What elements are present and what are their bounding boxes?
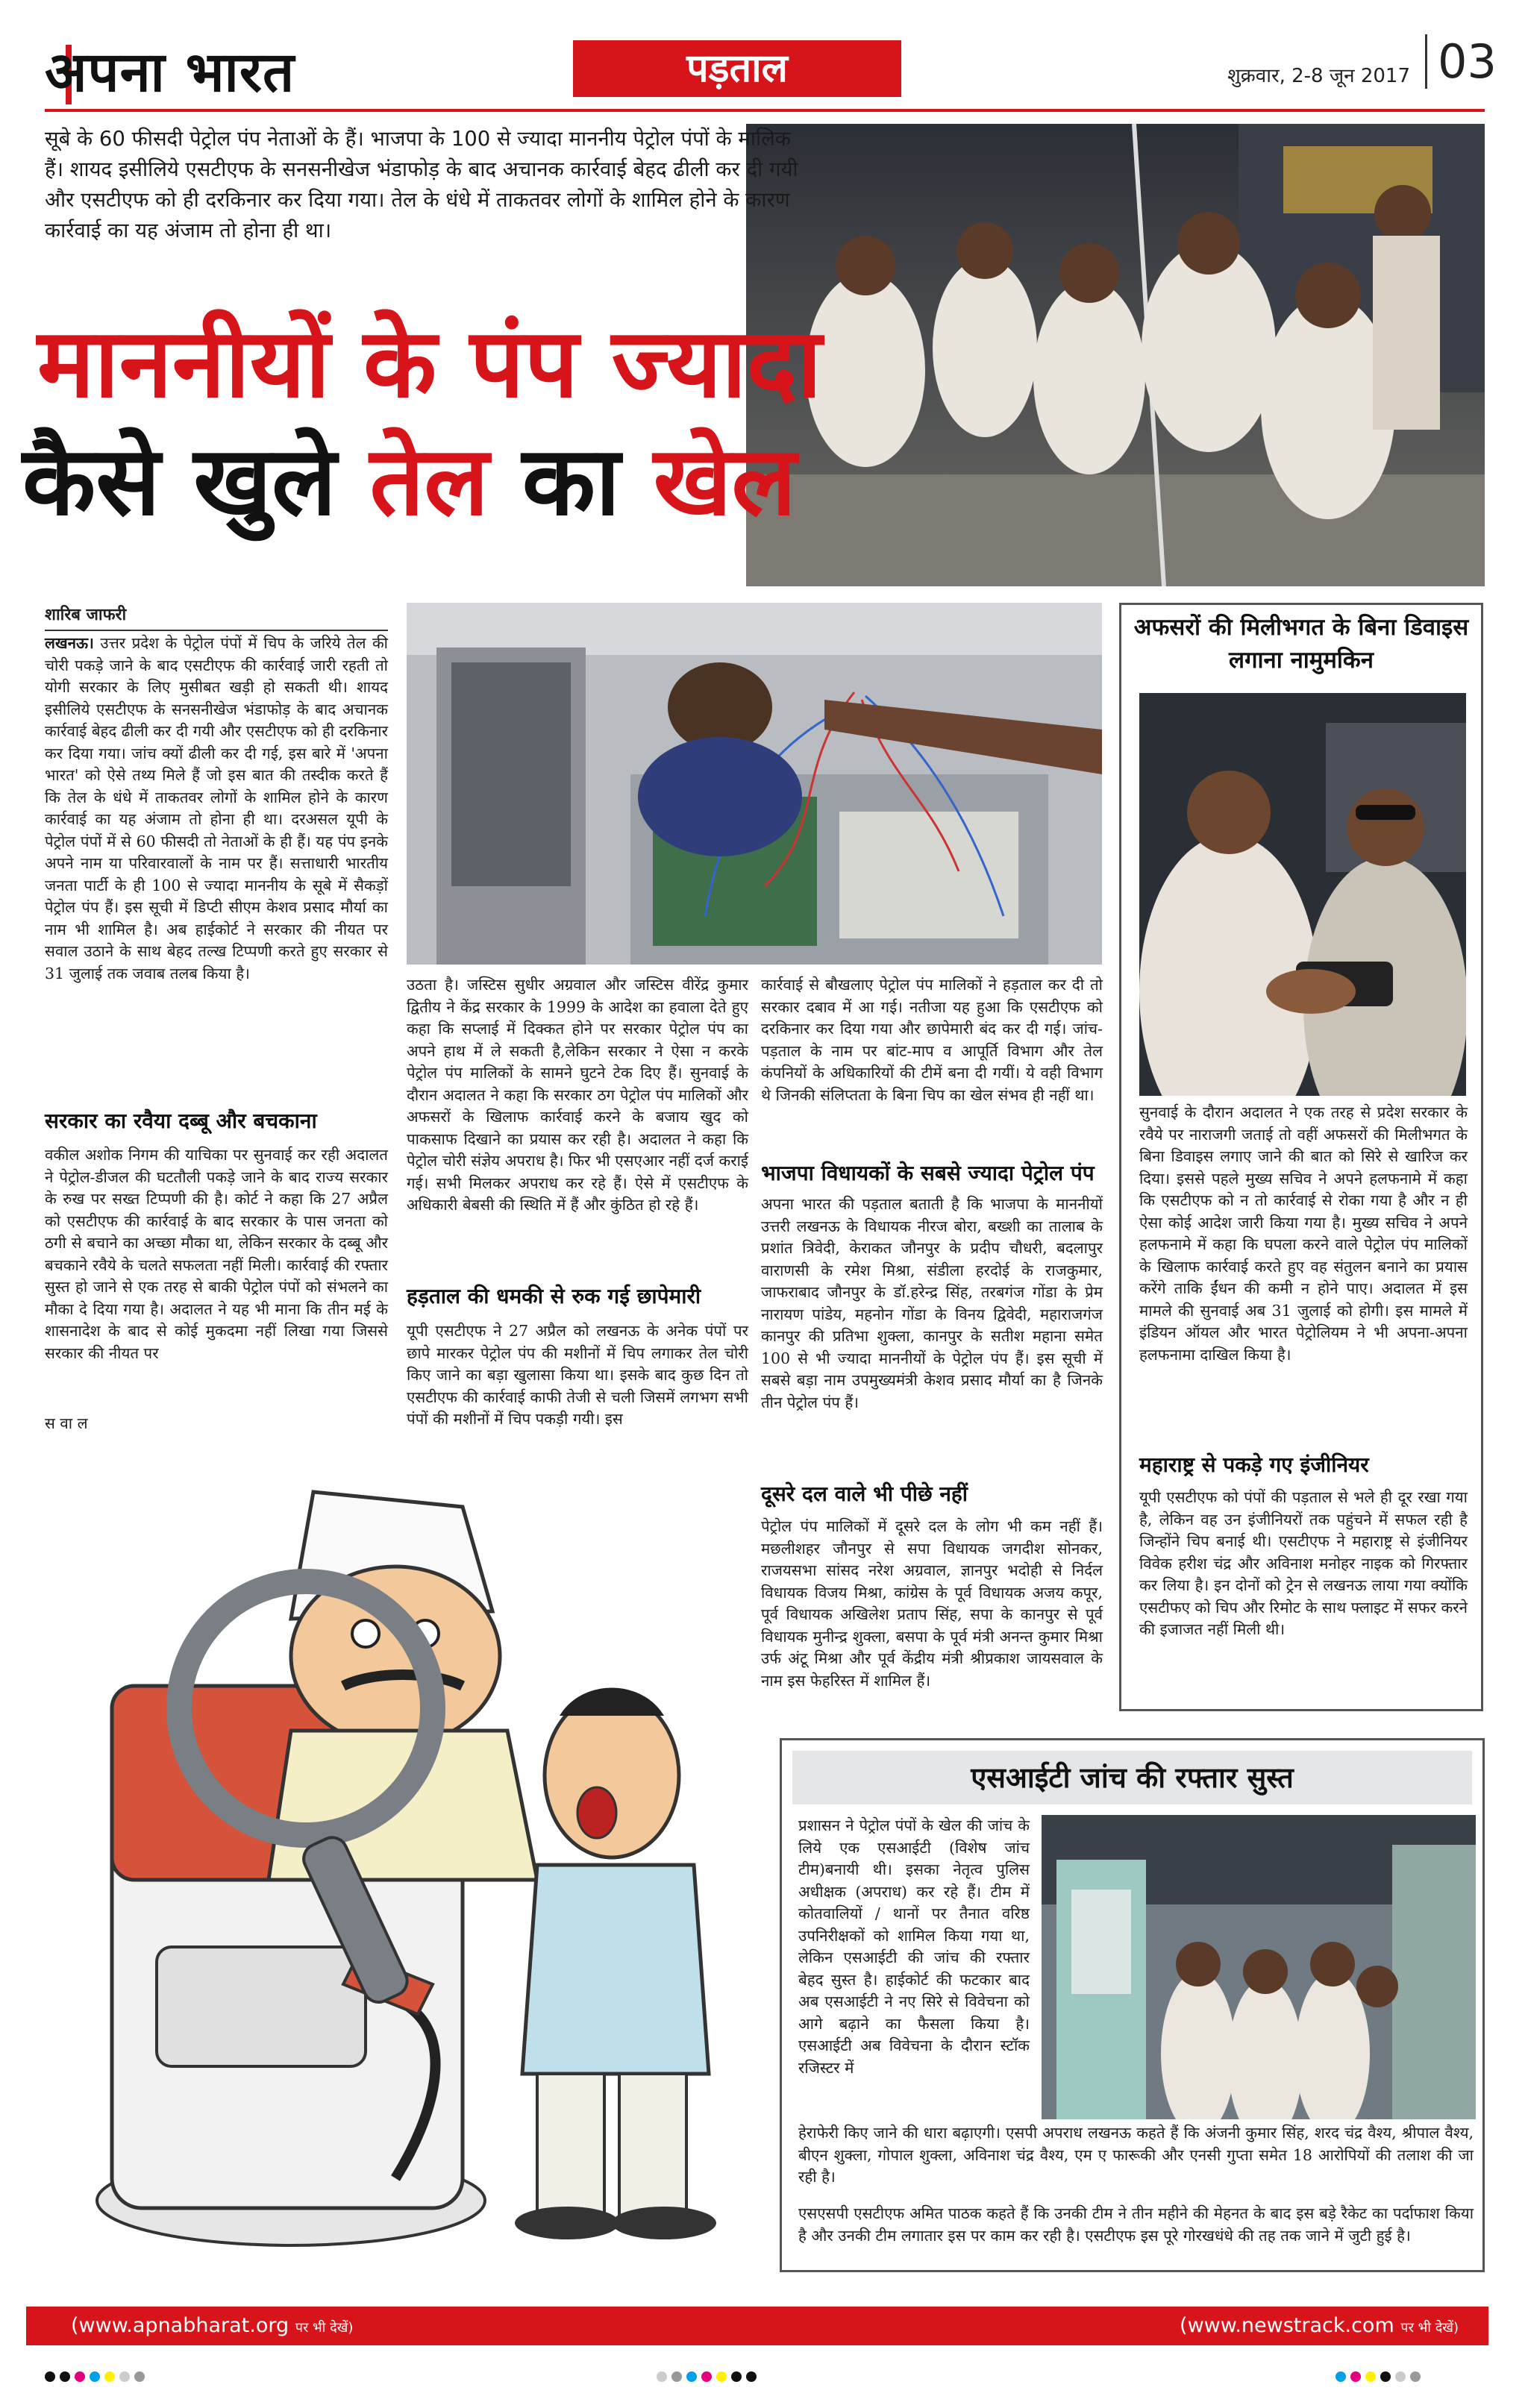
- section-tag: पड़ताल: [573, 40, 901, 97]
- registration-marks: [45, 2371, 239, 2393]
- headline-part: ज्यादा: [611, 308, 822, 419]
- article-paragraph: अपना भारत की पड़ताल बताती है कि भाजपा के माननीयों उत्तरी लखनऊ के विधायक नीरज बोरा, बख्शी का तालाब के प्रशांत त्रिवेदी, केराकत जौनपुर के प्रदीप चौधरी, बदलापुर वाराणसी के रमेश मिश्रा, संडीला हरदोई के राजकुमार, जाफराबाद जौनपुर के डॉ.हरेन्द्र सिंह, तरबगंज गोंडा के प्रेम नारायण पांडेय, महनोन गोंडा के विनय द्विवेदी, महाराजगंज कानपुर की प्रतिभा शुक्ला, कानपुर के सतीश महाना समेत 100 से भी ज्यादा माननीयों के पेट्रोल पंप हैं। इस सूची में सबसे बड़ा नाम उपमुख्यमंत्री केशव प्रसाद मौर्या का है जिनके तीन पेट्रोल पंप हैं।: [761, 1195, 1103, 1411]
- officials-inspecting-pump-photo: [746, 124, 1485, 586]
- registration-dot: [1395, 2371, 1406, 2382]
- subheading: भाजपा विधायकों के सबसे ज्यादा पेट्रोल पंप: [761, 1161, 1095, 1185]
- sit-paragraph: प्रशासन ने पेट्रोल पंपों के खेल की जांच के लिये एक एसआईटी (विशेष जांच टीम)बनायी थी। इसका नेतृत्व पुलिस अधीक्षक (अपराध) कर रहे हैं। टीम में कोतवालियों / थानों पर तैनात वरिष्ठ उपनिरीक्षकों को शामिल किया गया था, लेकिन एसआईटी की जांच की रफ्तार बेहद सुस्त है। हाईकोर्ट की फटकार बाद अब एसआईटी ने नए सिरे से विवेचना को आगे बढ़ाने का फैसला किया है। एसआईटी अब विवेचना के दौरान स्टॉक रजिस्टर में: [798, 1816, 1030, 2077]
- hero-photo: [746, 124, 1485, 586]
- masthead-rule: [45, 109, 1485, 112]
- sidebar-subheading: महाराष्ट्र से पकड़े गए इंजीनियर: [1139, 1452, 1369, 1477]
- officials-holding-chips-photo: [1139, 693, 1466, 1096]
- article-paragraph: यूपी एसटीएफ ने 27 अप्रैल को लखनऊ के अनेक पंपों पर छापे मारकर पेट्रोल पंप की मशीनों में चिप लगाकर तेल चोरी किए जाने का बड़ा खुलासा किया था। इसके बाद कुछ दिन तो एसटीएफ की कार्रवाई काफी तेजी से चली जिसमें लगभग सभी पंपों की मशीनों में चिप पकड़ी गयी। इस: [407, 1322, 748, 1428]
- registration-dot: [45, 2371, 55, 2382]
- center-photo: [407, 603, 1102, 965]
- registration-dot: [104, 2371, 115, 2382]
- registration-dot: [1365, 2371, 1376, 2382]
- article-paragraph: स वा ल: [45, 1414, 88, 1432]
- registration-dot: [657, 2371, 667, 2382]
- registration-dot: [60, 2371, 70, 2382]
- registration-dot: [1410, 2371, 1421, 2382]
- registration-dot: [119, 2371, 130, 2382]
- sit-paragraph: हेराफेरी किए जाने की धारा बढ़ाएगी। एसपी अपराध लखनऊ कहते हैं कि अंजनी कुमार सिंह, शरद चंद्र वैश्य, श्रीपाल वैश्य, बीएन शुक्ला, गोपाल शुक्ला, अविनाश चंद्र वैश्य, एम ए फारूकी और एनसी गुप्ता समेत 18 आरोपियों की तलाश की जा रही है।: [798, 2124, 1474, 2186]
- footer-url[interactable]: (www.newstrack.com: [1180, 2314, 1394, 2337]
- petrol-station-inspection-photo: [1042, 1815, 1476, 2119]
- subheading: दूसरे दल वाले भी पीछे नहीं: [761, 1482, 968, 1506]
- publication-date: शुक्रवार, 2-8 जून 2017: [1227, 65, 1410, 87]
- footer-bar: [26, 2307, 1488, 2345]
- registration-dot: [1350, 2371, 1361, 2382]
- sidebar-photo: [1139, 693, 1466, 1096]
- sidebar-paragraph: सुनवाई के दौरान अदालत ने एक तरह से प्रदेश सरकार के रवैये पर नाराजगी जताई तो वहीं अफसरों की मिलीभगत के बिना डिवाइस लगाए जाने की बात को सिरे से खारिज कर दिया। इससे पहले मुख्य सचिव ने अपने हलफनामे में कहा कि एसटीएफ को न तो कार्रवाई से रोका गया है और न ही ऐसा कोई आदेश जारी किया गया है। मुख्य सचिव ने अपने हलफनामे में कहा कि घपला करने वाले पेट्रोल पंप मालिकों के खिलाफ कार्रवाई करते हुए वह संतुलन बनाने का प्रयास करेंगे ताकि ईंधन की कमी न होने पाए। अदालत में इस मामले की सुनवाई अब 31 जुलाई को होगी। इस मामले में इंडियन ऑयल और भारत पेट्रोलियम ने भी अपना-अपना हलफनामा दाखिल किया है।: [1139, 1103, 1468, 1364]
- fuel-dispenser-wiring-photo: [407, 603, 1102, 965]
- headline-line-1: [37, 308, 822, 419]
- headline-part: माननीयों के पंप: [37, 308, 579, 419]
- page-number: 03: [1425, 34, 1485, 89]
- magnifier-petrol-pump-cartoon: [45, 1462, 761, 2268]
- registration-dot: [75, 2371, 85, 2382]
- article-text: उत्तर प्रदेश के पेट्रोल पंपों में चिप के जरिये तेल की चोरी पकड़े जाने के बाद एसटीएफ की कार्रवाई जारी रहती तो योगी सरकार के लिए मुसीबत खड़ी हो सकती थी। शायद इसीलिये एसटीएफ के सनसनीखेज भंडाफोड़ के बाद अचानक कार्रवाई बेहद ढीली कर दी गयी और एसटीएफ को ही दरकिनार कर दिया गया। जांच क्यों ढीली कर दी गई, इस बारे में 'अपना भारत' को ऐसे तथ्य मिले हैं जो इस बात की तस्दीक करते हैं कि तेल के धंधे में ताकतवर लोगों के शामिल होने के कारण कार्रवाई का यह अंजाम तो होना ही था। दरअसल यूपी के पेट्रोल पंपों में से 60 फीसदी तो नेताओं के ही हैं। यह पंप इनके अपने नाम या परिवारवालों के नाम पर हैं। सत्ताधारी भारतीय जनता पार्टी के ही 100 से ज्यादा माननीय के सूबे में सैकड़ों पेट्रोल पंप हैं। इस सूची में डिप्टी सीएम केशव प्रसाद मौर्या का नाम भी शामिल है। अब हाईकोर्ट ने सरकार की नीयत पर सवाल उठाने के साथ बेहद तल्ख टिप्पणी करते हुए सरकार से 31 जुलाई तक जवाब तलब किया है।: [45, 634, 388, 982]
- footer-link-apnabharat[interactable]: [71, 2307, 353, 2348]
- registration-dot: [746, 2371, 757, 2382]
- registration-dot: [671, 2371, 682, 2382]
- registration-marks: [657, 2371, 880, 2393]
- headline-part: का: [522, 426, 621, 537]
- article-paragraph: [45, 633, 388, 985]
- headline-part: कैसे खुले: [22, 426, 336, 537]
- cartoon-illustration: [45, 1462, 761, 2268]
- sit-box: [780, 1738, 1485, 2272]
- sit-photo: [1042, 1815, 1476, 2119]
- dateline: लखनऊ।: [45, 634, 94, 652]
- registration-marks: [1336, 2371, 1500, 2393]
- sidebar-title: अफसरों की मिलीभगत के बिना डिवाइस लगाना नामुमकिन: [1133, 614, 1469, 674]
- sit-title-bar: [792, 1751, 1472, 1805]
- article-paragraph: कार्रवाई से बौखलाए पेट्रोल पंप मालिकों ने हड़ताल कर दी तो सरकार दबाव में आ गई। नतीजा यह हुआ कि एसटीएफ को दरकिनार कर दिया गया और छापेमारी बंद कर दी गई। जांच-पड़ताल के नाम पर बांट-माप व आपूर्ति विभाग और तेल कंपनियों के अधिकारियों की टीमें बना दी गयीं। ये वही विभाग थे जिनकी संलिप्तता के बिना चिप का खेल संभव ही नहीं था।: [761, 976, 1103, 1104]
- masthead: [45, 31, 1497, 113]
- registration-dot: [90, 2371, 100, 2382]
- article-paragraph: वकील अशोक निगम की याचिका पर सुनवाई कर रही अदालत ने पेट्रोल-डीजल की घटतौली पकड़े जाने के बाद राज्य सरकार के रुख पर सख्त टिप्पणी की है। कोर्ट ने कहा कि 27 अप्रैल को एसटीएफ की कार्रवाई के बाद सरकार के पास जनता को ठगी से बचाने का अच्छा मौका था, लेकिन सरकार के दब्बू और बचकाने रवैये के चलते सफलता नहीं मिली। कार्रवाई की रफ्तार सुस्त हो जाने से एक तरह से बाकी पेट्रोल पंपों को संभलने का मौका दे दिया गया है। अदालत ने यह भी माना कि तीन मई के शासनादेश के बाद से कोई मुकदमा नहीं लिखा गया जिससे सरकार की नीयत पर: [45, 1146, 388, 1362]
- registration-dot: [731, 2371, 742, 2382]
- registration-dot: [1380, 2371, 1391, 2382]
- sit-paragraph: एसएसपी एसटीएफ अमित पाठक कहते हैं कि उनकी टीम ने तीन महीने की मेहनत के बाद इस बड़े रैकेट का पर्दाफाश किया है और उनकी टीम लगातार इस पर काम कर रही है। एसटीएफ इस पूरे गोरखधंधे की तह तक जाने में जुटी हुई है।: [798, 2204, 1474, 2245]
- sidebar-box: [1119, 603, 1483, 1711]
- registration-dot: [701, 2371, 712, 2382]
- article-paragraph: पेट्रोल पंप मालिकों में दूसरे दल के लोग भी कम नहीं हैं। मछलीशहर जौनपुर से सपा विधायक जगदीश सोनकर, राजयसभा सांसद नरेश अग्रवाल, ज्ञानपुर भदोही से निर्दल विधायक विजय मिश्रा, कांग्रेस के पूर्व विधायक अजय कपूर, पूर्व विधायक अखिलेश प्रताप सिंह, सपा के कानपुर से पूर्व विधायक मुनीन्द्र शुक्ला, बसपा के पूर्व मंत्री अनन्त कुमार मिश्रा उर्फ अंटू मिश्रा और पूर्व केंद्रीय मंत्री श्रीप्रकाश जायसवाल के नाम इस फेहरिस्त में शामिल हैं।: [761, 1517, 1103, 1690]
- registration-dot: [716, 2371, 727, 2382]
- sidebar-paragraph: यूपी एसटीएफ को पंपों की पड़ताल से भले ही दूर रखा गया है, लेकिन वह उन इंजीनियरों तक पहुंचने में सफल रही है जिन्होंने चिप बनाई थी। एसटीएफ ने महाराष्ट्र से इंजीनियर विवेक हरीश चंद्र और अविनाश मनोहर नाइक को गिरफ्तार कर लिया है। इन दोनों को ट्रेन से लखनऊ लाया गया क्योंकि एसटीफए को चिप और रिमोट के साथ फ्लाइट में सफर करने की इजाजत नहीं मिली थी।: [1139, 1488, 1468, 1638]
- registration-dot: [1336, 2371, 1346, 2382]
- footer-url-suffix: पर भी देखें): [1400, 2320, 1459, 2336]
- intro-standfirst: सूबे के 60 फीसदी पेट्रोल पंप नेताओं के हैं। भाजपा के 100 से ज्यादा माननीय पेट्रोल पंपों के मालिक हैं। शायद इसीलिये एसटीएफ के सनसनीखेज भंडाफोड़ के बाद अचानक कार्रवाई बेहद ढीली कर दी गयी और एसटीएफ को ही दरकिनार कर दिया गया। तेल के धंधे में ताकतवर लोगों के शामिल होने के कारण कार्रवाई का यह अंजाम तो होना ही था।: [45, 127, 798, 242]
- newspaper-brand: अपना भारत: [45, 40, 295, 104]
- headline-part: तेल: [369, 426, 489, 537]
- footer-link-newstrack[interactable]: [1180, 2307, 1459, 2348]
- sit-title: एसआईटी जांच की रफ्तार सुस्त: [971, 1761, 1294, 1794]
- headline-part: खेल: [653, 426, 797, 537]
- subheading: हड़ताल की धमकी से रुक गई छापेमारी: [407, 1284, 701, 1308]
- headline-line-2: [22, 426, 797, 537]
- footer-url[interactable]: (www.apnabharat.org: [71, 2314, 289, 2337]
- registration-dot: [686, 2371, 697, 2382]
- subheading: सरकार का रवैया दब्बू और बचकाना: [45, 1109, 317, 1133]
- article-paragraph: उठता है। जस्टिस सुधीर अग्रवाल और जस्टिस वीरेंद्र कुमार द्वितीय ने केंद्र सरकार के 1999 के आदेश का हवाला देते हुए कहा कि सप्लाई में दिक्कत होने पर सरकार पेट्रोल पंप का अपने हाथ में ले सकती है,लेकिन सरकार ने ऐसा न करके पेट्रोल पंप मालिकों के सामने घुटने टेक दिए हैं। सुनवाई के दौरान अदालत ने कहा कि सरकार ठग पेट्रोल पंप मालिकों और अफसरों के खिलाफ कार्रवाई करने के बजाय खुद को पाकसाफ दिखाने का प्रयास कर रही है। अदालत ने कहा कि पेट्रोल चोरी संज्ञेय अपराध है। फिर भी एसएआर नहीं दर्ज कराई गई। सभी मिलकर अपराध कर रहे हैं। ऐसे में एसटीएफ के अधिकारी बेबसी की स्थिति में हैं और कुंठित हो रहे हैं।: [407, 976, 748, 1214]
- byline: शारिब जाफरी: [45, 603, 388, 631]
- registration-dot: [134, 2371, 145, 2382]
- footer-url-suffix: पर भी देखें): [295, 2320, 354, 2336]
